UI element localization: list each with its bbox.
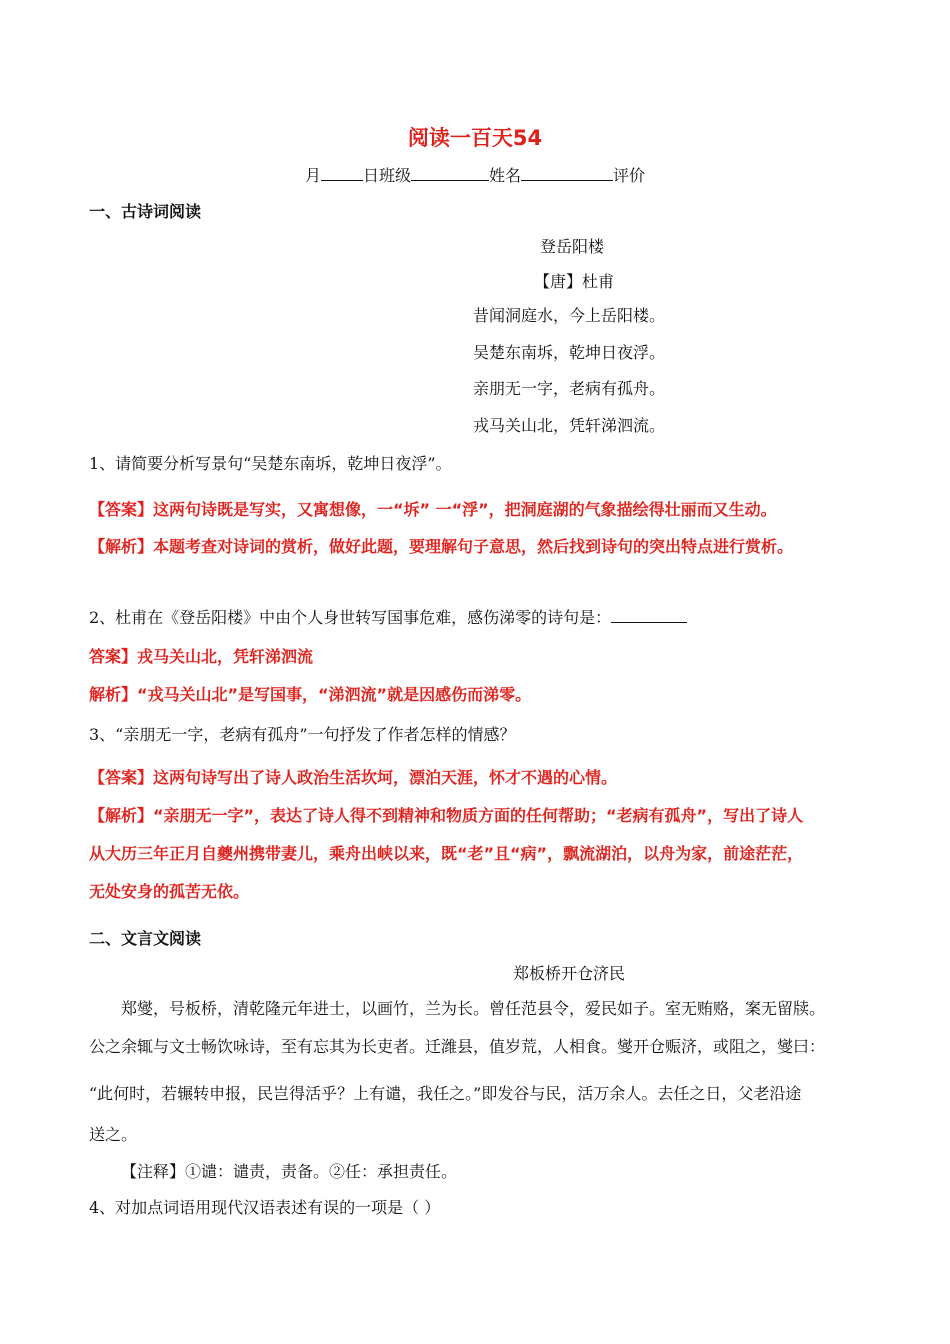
poem-line: 戎马关山北，凭轩涕泗流。 bbox=[473, 416, 666, 435]
passage-line: 送之。 bbox=[89, 1125, 138, 1144]
analysis-3-line: 无处安身的孤苦无依。 bbox=[89, 882, 250, 901]
rating-label: 评价 bbox=[613, 166, 646, 185]
passage-line: 郑燮，号板桥，清乾隆元年进士，以画竹，兰为长。曾任范县令，爱民如子。室无贿赂，案无留牍。 bbox=[121, 999, 826, 1018]
passage-note: 【注释】①谴：谴责，责备。②任：承担责任。 bbox=[121, 1162, 458, 1181]
analysis-2: 解析】“戎马关山北”是写国事，“涕泗流”就是因感伤而涕零。 bbox=[89, 685, 532, 704]
answer-blank bbox=[611, 608, 687, 623]
poem-line: 昔闻洞庭水，今上岳阳楼。 bbox=[473, 306, 666, 325]
passage-line: 公之余辄与文士畅饮咏诗，至有忘其为长吏者。迁潍县，值岁荒，人相食。燮开仓赈济，或阻之，燮曰： bbox=[89, 1037, 826, 1056]
day-class-label: 日班级 bbox=[362, 166, 411, 185]
question-4: 4、对加点词语用现代汉语表述有误的一项是（ ） bbox=[89, 1198, 441, 1217]
question-3: 3、“亲朋无一字，老病有孤舟”一句抒发了作者怎样的情感？ bbox=[89, 725, 516, 744]
poem-line: 吴楚东南坼，乾坤日夜浮。 bbox=[473, 343, 666, 362]
name-label: 姓名 bbox=[489, 166, 522, 185]
section-heading-poetry: 一、古诗词阅读 bbox=[89, 202, 202, 221]
answer-3: 【答案】这两句诗写出了诗人政治生活坎坷，漂泊天涯，怀才不遇的心情。 bbox=[89, 768, 618, 787]
passage-title: 郑板桥开仓济民 bbox=[513, 964, 626, 983]
question-2 bbox=[89, 605, 687, 628]
name-blank bbox=[521, 166, 613, 181]
answer-1: 【答案】这两句诗既是写实，又寓想像，一“坼” 一“浮”，把洞庭湖的气象描绘得壮丽而又生动。 bbox=[89, 500, 777, 519]
poem-title: 登岳阳楼 bbox=[540, 237, 605, 256]
question-2-text: 2、杜甫在《登岳阳楼》中由个人身世转写国事危难，感伤涕零的诗句是： bbox=[89, 608, 612, 627]
answer-2: 答案】戎马关山北，凭轩涕泗流 bbox=[89, 647, 314, 666]
question-1: 1、请简要分析写景句“吴楚东南坼，乾坤日夜浮”。 bbox=[89, 454, 452, 473]
poem-line: 亲朋无一字，老病有孤舟。 bbox=[473, 379, 666, 398]
month-label: 月 bbox=[304, 166, 321, 185]
section-heading-classical: 二、文言文阅读 bbox=[89, 929, 202, 948]
analysis-3-line: 【解析】“亲朋无一字”，表达了诗人得不到精神和物质方面的任何帮助；“老病有孤舟”，写出了诗人 bbox=[89, 806, 804, 825]
passage-line: “此何时，若辗转申报，民岂得活乎？上有谴，我任之。”即发谷与民，活万余人。去任之日，父老沿途 bbox=[89, 1084, 802, 1103]
class-blank bbox=[411, 166, 489, 181]
analysis-1: 【解析】本题考查对诗词的赏析，做好此题，要理解句子意思，然后找到诗句的突出特点进行赏析。 bbox=[89, 537, 794, 556]
day-blank bbox=[321, 166, 363, 181]
poem-author: 【唐】杜甫 bbox=[534, 272, 615, 291]
page-title: 阅读一百天54 bbox=[407, 126, 543, 150]
student-info-line bbox=[0, 163, 950, 186]
analysis-3-line: 从大历三年正月自夔州携带妻儿，乘舟出峡以来，既“老”且“病”，飘流湖泊，以舟为家，前途茫茫， bbox=[89, 844, 804, 863]
